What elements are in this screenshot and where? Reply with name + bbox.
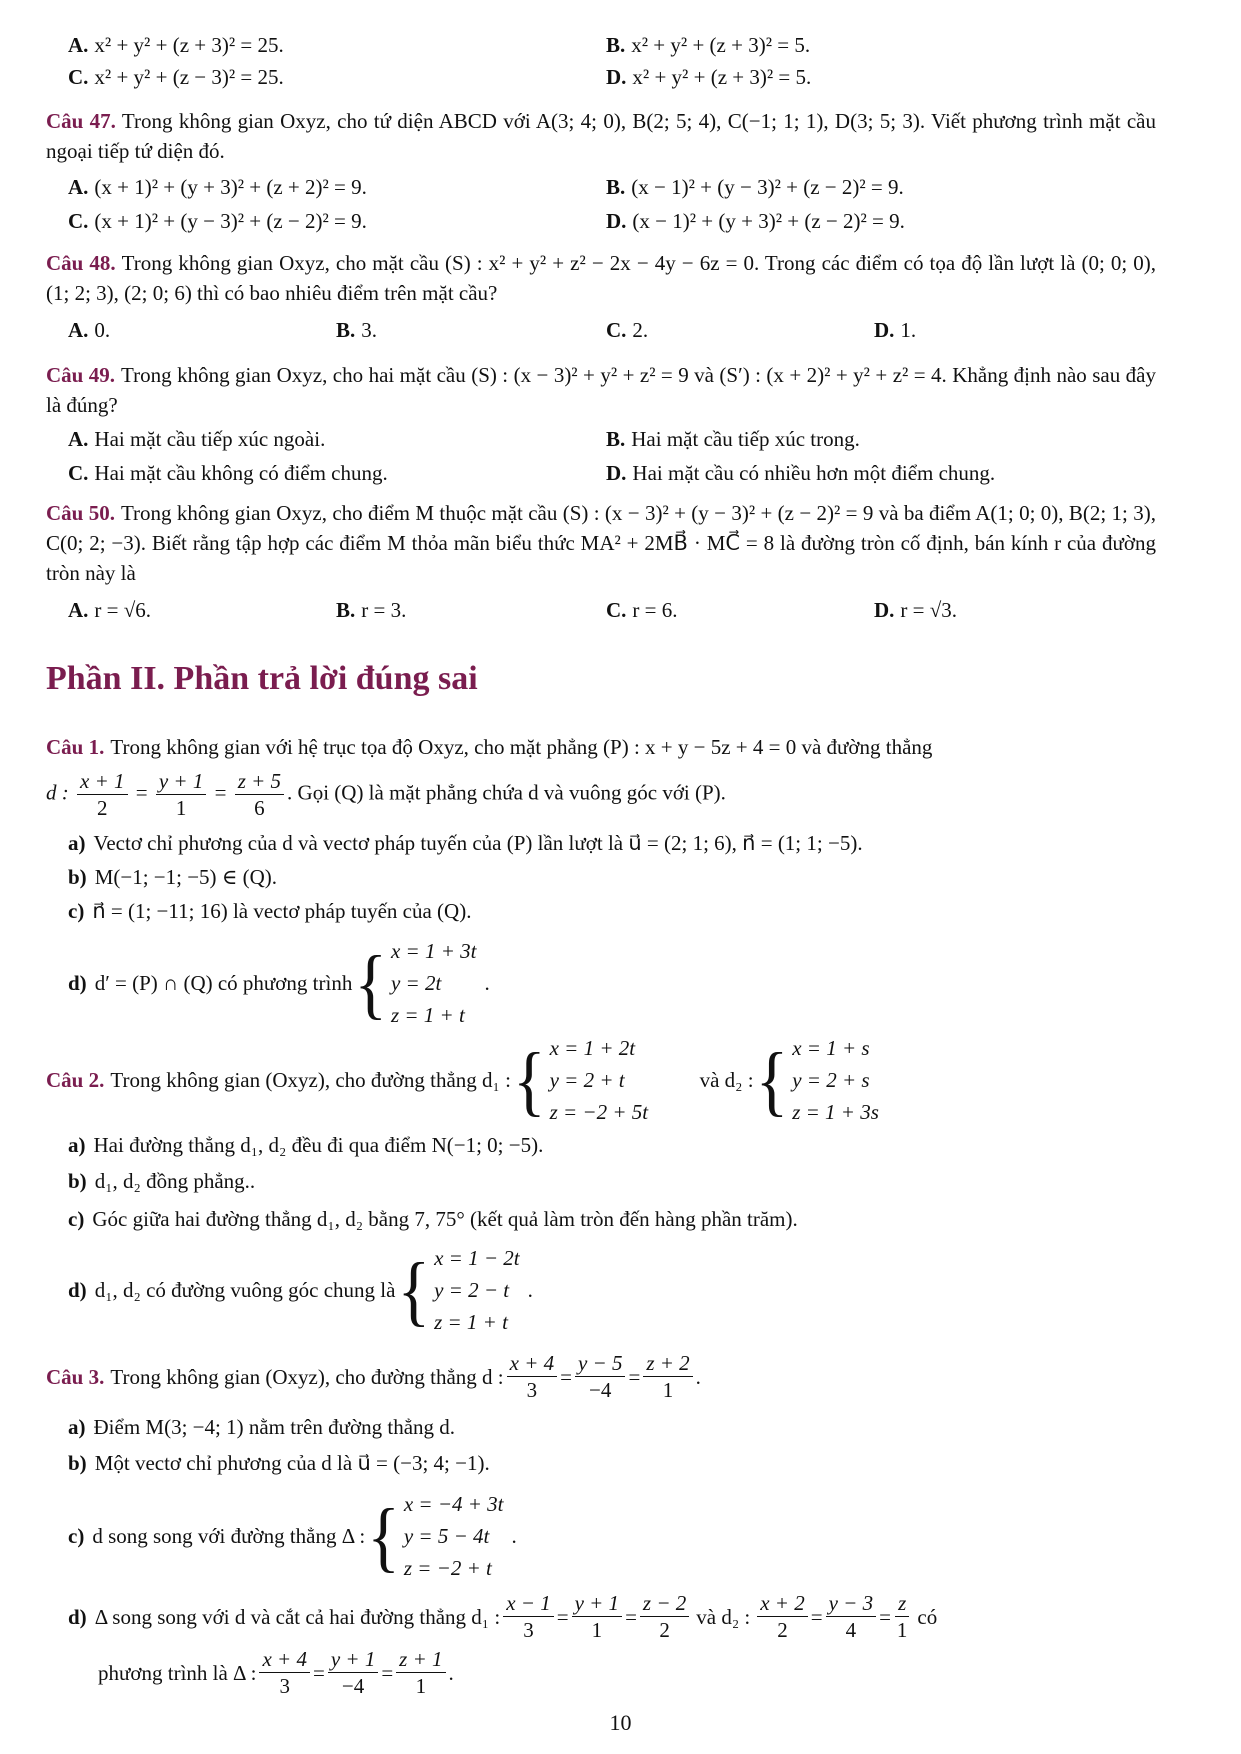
fraction: $\frac{y - 3}{4}$	[826, 1590, 877, 1643]
fraction: $\frac{x + 4}{3}$	[259, 1646, 310, 1699]
p2-question-3: Câu 3. Trong không gian (Oxyz), cho đường thẳng d : $\frac{x + 4}{3}$ = $\frac{y - 5}{-4}$ = $\frac{z + 2}{1}$ .	[46, 1351, 701, 1402]
question-48: Câu 48. Trong không gian Oxyz, cho mặt cầu (S) : x² + y² + z² − 2x − 4y − 6z = 0. Trong các điểm có tọa độ lần lượt là (0; 0; 0), (1; 2; 3), (2; 0; 6) thì có bao nhiêu điểm trên mặt cầu?	[46, 251, 1156, 305]
q49-option-a[interactable]: A. Hai mặt cầu tiếp xúc ngoài.	[68, 427, 326, 451]
equation-system: { x = 1 + 2t y = 2 + t z = −2 + 5t	[512, 1036, 649, 1124]
q49-option-d[interactable]: D. Hai mặt cầu có nhiều hơn một điểm chung.	[606, 461, 996, 485]
fraction: $\frac{z - 2}{2}$	[640, 1590, 689, 1643]
fraction: $\frac{z + 1}{1}$	[396, 1646, 445, 1699]
fraction: $\frac{z + 5}{6}$	[235, 768, 284, 821]
p2-question-2: Câu 2. Trong không gian (Oxyz), cho đường thẳng d₁ : { x = 1 + 2t y = 2 + t z = −2 + 5t và d₂ : { x = 1 + s y = 2 + s z = 1 + 3s	[46, 1032, 1156, 1128]
equation-system: { x = 1 − 2t y = 2 − t z = 1 + t	[397, 1246, 520, 1334]
section-title: Phần II. Phần trả lời đúng sai	[46, 660, 478, 697]
p2-q1-item-a[interactable]: a) Vectơ chỉ phương của d và vectơ pháp tuyến của (P) lần lượt là u⃗ = (2; 1; 6), n⃗ = (1; 1; −5).	[68, 831, 863, 855]
fraction: $\frac{x - 1}{3}$	[503, 1590, 554, 1643]
fraction: $\frac{x + 2}{2}$	[757, 1590, 808, 1643]
p2-q3-item-c[interactable]: c) d song song với đường thẳng Δ : { x = −4 + 3t y = 5 − 4t z = −2 + t .	[68, 1488, 517, 1584]
p2-q2-item-d[interactable]: d) d₁, d₂ có đường vuông góc chung là { x = 1 − 2t y = 2 − t z = 1 + t .	[68, 1242, 533, 1338]
fraction: $\frac{y - 5}{-4}$	[575, 1350, 626, 1403]
p2-q1-item-c[interactable]: c) n⃗ = (1; −11; 16) là vectơ pháp tuyến của (Q).	[68, 899, 472, 923]
q50-option-d[interactable]: D. r = √3.	[874, 598, 958, 622]
equation-system: { x = 1 + 3t y = 2t z = 1 + t	[354, 939, 477, 1027]
q47-option-d[interactable]: D. (x − 1)² + (y + 3)² + (z − 2)² = 9.	[606, 209, 905, 233]
fraction: $\frac{z + 2}{1}$	[643, 1350, 692, 1403]
p2-q1-item-d[interactable]: d) d′ = (P) ∩ (Q) có phương trình { x = 1 + 3t y = 2t z = 1 + t .	[68, 935, 490, 1031]
q48-option-a[interactable]: A. 0.	[68, 318, 111, 342]
equation-system: { x = 1 + s y = 2 + s z = 1 + 3s	[755, 1036, 879, 1124]
q46-option-d[interactable]: D. x² + y² + (z + 3)² = 5.	[606, 65, 812, 89]
q48-option-b[interactable]: B. 3.	[336, 318, 378, 342]
q46-option-a[interactable]: A. x² + y² + (z + 3)² = 25.	[68, 33, 284, 57]
page-number: 10	[609, 1710, 632, 1735]
q50-option-a[interactable]: A. r = √6.	[68, 598, 152, 622]
q47-option-c[interactable]: C. (x + 1)² + (y − 3)² + (z − 2)² = 9.	[68, 209, 367, 233]
q46-option-b[interactable]: B. x² + y² + (z + 3)² = 5.	[606, 33, 811, 57]
p2-q2-item-c[interactable]: c) Góc giữa hai đường thẳng d₁, d₂ bằng 7, 75° (kết quả làm tròn đến hàng phần trăm).	[68, 1207, 798, 1231]
q50-option-b[interactable]: B. r = 3.	[336, 598, 407, 622]
equation-system: { x = −4 + 3t y = 5 − 4t z = −2 + t	[367, 1492, 504, 1580]
p2-q3-item-b[interactable]: b) Một vectơ chỉ phương của d là u⃗ = (−3; 4; −1).	[68, 1451, 490, 1475]
q46-option-c[interactable]: C. x² + y² + (z − 3)² = 25.	[68, 65, 284, 89]
fraction: $\frac{y + 1}{1}$	[156, 768, 207, 821]
p2-question-1: Câu 1. Trong không gian với hệ trục tọa độ Oxyz, cho mặt phẳng (P) : x + y − 5z + 4 = 0 và đường thẳng	[46, 735, 933, 759]
p2-q2-item-a[interactable]: a) Hai đường thẳng d₁, d₂ đều đi qua điểm N(−1; 0; −5).	[68, 1133, 544, 1157]
fraction: $\frac{y + 1}{-4}$	[328, 1646, 379, 1699]
fraction: $\frac{x + 4}{3}$	[507, 1350, 558, 1403]
question-47: Câu 47. Trong không gian Oxyz, cho tứ diện ABCD với A(3; 4; 0), B(2; 5; 4), C(−1; 1; 1), D(3; 5; 3). Viết phương trình mặt cầu ngoại tiếp tứ diện đó.	[46, 109, 1156, 163]
q49-option-b[interactable]: B. Hai mặt cầu tiếp xúc trong.	[606, 427, 860, 451]
p2-q1-item-b[interactable]: b) M(−1; −1; −5) ∈ (Q).	[68, 865, 277, 889]
q48-option-c[interactable]: C. 2.	[606, 318, 649, 342]
fraction: $\frac{x + 1}{2}$	[77, 768, 128, 821]
q50-option-c[interactable]: C. r = 6.	[606, 598, 678, 622]
fraction: $\frac{z}{1}$	[896, 1591, 908, 1642]
question-49: Câu 49. Trong không gian Oxyz, cho hai mặt cầu (S) : (x − 3)² + y² + z² = 9 và (S′) : (x + 2)² + y² + z² = 4. Khẳng định nào sau đây là đúng?	[46, 363, 1156, 417]
q49-option-c[interactable]: C. Hai mặt cầu không có điểm chung.	[68, 461, 388, 485]
fraction: $\frac{y + 1}{1}$	[572, 1590, 623, 1643]
q48-option-d[interactable]: D. 1.	[874, 318, 917, 342]
q47-option-b[interactable]: B. (x − 1)² + (y − 3)² + (z − 2)² = 9.	[606, 175, 904, 199]
p2-q2-item-b[interactable]: b) d₁, d₂ đồng phẳng..	[68, 1169, 256, 1193]
p2-q3-item-a[interactable]: a) Điểm M(3; −4; 1) nằm trên đường thẳng d.	[68, 1415, 456, 1439]
p2-q1-line-d: d : $\frac{x + 1}{2}$ = $\frac{y + 1}{1}$ = $\frac{z + 5}{6}$ . Gọi (Q) là mặt phẳng chứa d và vuông góc với (P).	[46, 769, 726, 820]
p2-q3-item-d-line2: phương trình là Δ : $\frac{x + 4}{3}$ = $\frac{y + 1}{-4}$ = $\frac{z + 1}{1}$ .	[98, 1647, 454, 1698]
q47-option-a[interactable]: A. (x + 1)² + (y + 3)² + (z + 2)² = 9.	[68, 175, 367, 199]
p2-q3-item-d[interactable]: d) Δ song song với d và cắt cả hai đường thẳng d₁ : $\frac{x - 1}{3}$ = $\frac{y + 1}{1}$ = $\frac{z - 2}{2}$ và d₂ : $\frac{x + 2}{2}$ = $\frac{y - 3}{4}$ = $\frac{z}{1}$ có	[68, 1591, 938, 1642]
question-50: Câu 50. Trong không gian Oxyz, cho điểm M thuộc mặt cầu (S) : (x − 3)² + (y − 3)² + (z − 2)² = 9 và ba điểm A(1; 0; 0), B(2; 1; 3), C(0; 2; −3). Biết rằng tập hợp các điểm M thỏa mãn biểu thức MA² + 2MB⃗ · MC⃗ = 8 là đường tròn cố định, bán kính r của đường tròn này là	[46, 501, 1156, 585]
